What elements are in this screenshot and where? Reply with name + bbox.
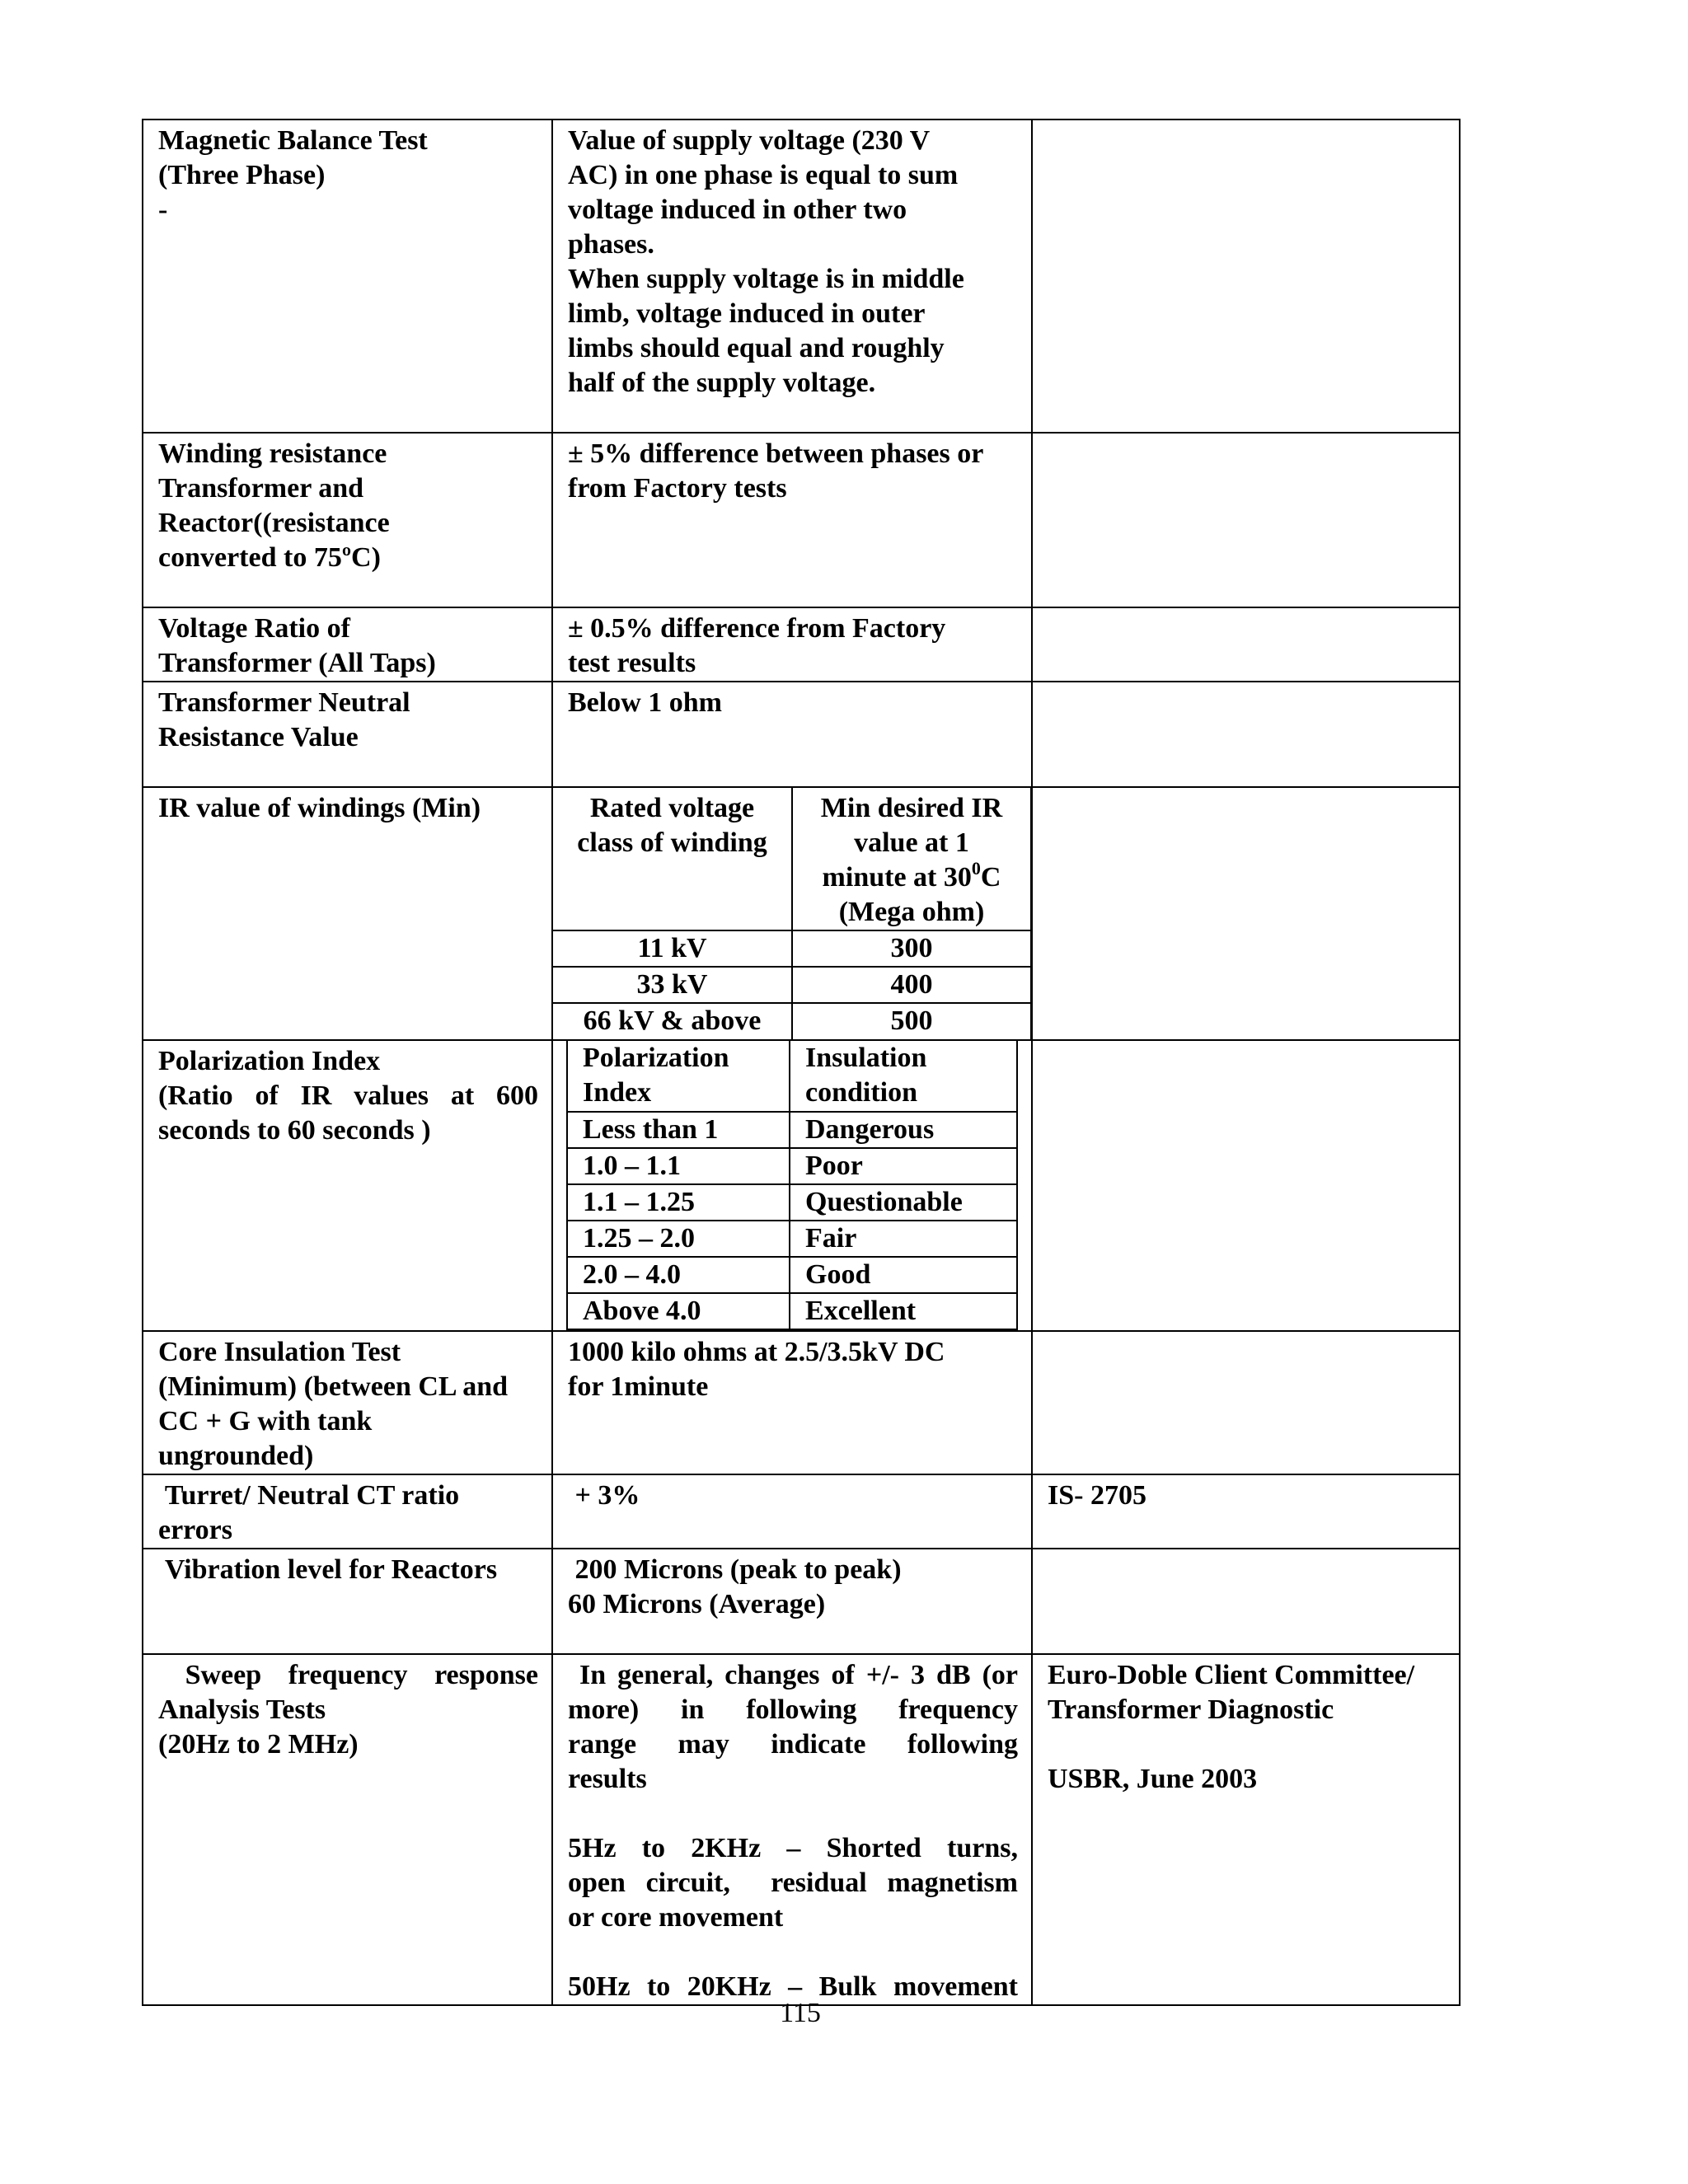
- test-name-line: Winding resistance: [158, 438, 387, 469]
- row-vibration: [143, 1549, 1460, 1654]
- page-number: 115: [780, 1998, 821, 2028]
- reference-line: IS- 2705: [1048, 1480, 1146, 1511]
- row-turret-ct: [143, 1474, 1460, 1549]
- criteria-line: Value of supply voltage (230 V: [568, 125, 931, 156]
- header-line: value at 1: [854, 827, 969, 858]
- test-name-line: Analysis Tests: [158, 1694, 326, 1725]
- reference-cell: [1032, 120, 1460, 433]
- criteria-line: range may indicate following: [568, 1729, 1018, 1760]
- ir-header-row: [553, 788, 1031, 930]
- header-line: Min desired IR: [820, 793, 1003, 823]
- pi-data-row: [567, 1293, 1017, 1329]
- test-name-line: converted to 75ºC): [158, 542, 381, 573]
- ir-min-value: 500: [792, 1003, 1031, 1039]
- ir-value-table: [553, 788, 1032, 1039]
- header-line: Rated voltage: [589, 793, 755, 823]
- test-name-line: (20Hz to 2 MHz): [158, 1729, 359, 1760]
- criteria-spacer: [568, 1935, 1018, 1970]
- polarization-index-table: [566, 1041, 1018, 1330]
- test-name-line: Vibration level for Reactors: [158, 1554, 498, 1585]
- test-criteria-table: [142, 119, 1461, 2006]
- pi-data-row: [567, 1112, 1017, 1148]
- header-text: minute at 30: [822, 862, 972, 893]
- row-magnetic-balance: [143, 120, 1460, 433]
- pi-index: 1.25 – 2.0: [567, 1221, 790, 1257]
- reference-cell: [1032, 1549, 1460, 1654]
- test-name-line: IR value of windings (Min): [158, 793, 481, 823]
- row-ir-value: [143, 787, 1460, 1040]
- test-name-line: errors: [158, 1515, 232, 1545]
- test-name-cell: [143, 1549, 552, 1654]
- reference-spacer: [1048, 1727, 1446, 1762]
- criteria-cell: [552, 1654, 1032, 2005]
- header-line: [793, 857, 1030, 895]
- ir-voltage: 33 kV: [553, 967, 792, 1003]
- criteria-line: ± 5% difference between phases or: [568, 438, 984, 469]
- criteria-line: voltage induced in other two: [568, 194, 907, 225]
- pi-index: 2.0 – 4.0: [567, 1257, 790, 1293]
- test-name-line: Core Insulation Test: [158, 1337, 401, 1367]
- pi-header-condition: [790, 1041, 1017, 1112]
- reference-cell: [1032, 1474, 1460, 1549]
- pi-condition: Questionable: [790, 1184, 1017, 1221]
- pi-condition: Excellent: [790, 1293, 1017, 1329]
- test-name-line: Reactor((resistance: [158, 508, 390, 538]
- pi-condition: Poor: [790, 1148, 1017, 1184]
- criteria-line: open circuit, residual magnetism: [568, 1868, 1018, 1898]
- criteria-line: for 1minute: [568, 1371, 709, 1402]
- criteria-line: 60 Microns (Average): [568, 1589, 826, 1619]
- criteria-line: Below 1 ohm: [568, 687, 722, 718]
- pi-condition: Good: [790, 1257, 1017, 1293]
- pi-data-row: [567, 1184, 1017, 1221]
- criteria-cell: [552, 787, 1032, 1040]
- row-neutral-resistance: [143, 682, 1460, 787]
- test-name-line: Polarization Index: [158, 1046, 381, 1076]
- reference-cell: [1032, 787, 1460, 1040]
- criteria-line: half of the supply voltage.: [568, 368, 876, 398]
- row-winding-resistance: [143, 433, 1460, 607]
- test-name-line: Resistance Value: [158, 722, 359, 752]
- test-name-line: (Ratio of IR values at 600: [158, 1080, 538, 1111]
- test-name-cell: [143, 607, 552, 682]
- reference-cell: [1032, 1331, 1460, 1474]
- ir-header-voltage: [553, 788, 792, 930]
- criteria-line: phases.: [568, 229, 654, 260]
- criteria-line: 1000 kilo ohms at 2.5/3.5kV DC: [568, 1337, 945, 1367]
- test-name-line: Turret/ Neutral CT ratio: [158, 1480, 460, 1511]
- criteria-line: ± 0.5% difference from Factory: [568, 613, 946, 644]
- test-name-dash: -: [158, 194, 168, 225]
- test-name-line: CC + G with tank: [158, 1406, 373, 1436]
- test-name-line: (Three Phase): [158, 160, 326, 190]
- criteria-cell: [552, 607, 1032, 682]
- criteria-cell: [552, 120, 1032, 433]
- row-core-insulation: [143, 1331, 1460, 1474]
- reference-line: USBR, June 2003: [1048, 1764, 1258, 1794]
- test-name-line: Sweep frequency response: [158, 1660, 539, 1690]
- reference-cell: [1032, 607, 1460, 682]
- criteria-line: AC) in one phase is equal to sum: [568, 160, 959, 190]
- ir-data-row: [553, 1003, 1031, 1039]
- test-name-cell: [143, 433, 552, 607]
- test-name-cell: [143, 682, 552, 787]
- pi-header-index: [567, 1041, 790, 1112]
- pi-index: Above 4.0: [567, 1293, 790, 1329]
- reference-cell: [1032, 1654, 1460, 2005]
- pi-data-row: [567, 1221, 1017, 1257]
- pi-index: 1.1 – 1.25: [567, 1184, 790, 1221]
- test-name-cell: [143, 1040, 552, 1331]
- criteria-cell: [552, 1040, 1032, 1331]
- header-line: Polarization: [583, 1043, 729, 1073]
- pi-condition: Dangerous: [790, 1112, 1017, 1148]
- criteria-line: from Factory tests: [568, 473, 787, 504]
- pi-data-row: [567, 1148, 1017, 1184]
- criteria-cell: [552, 682, 1032, 787]
- criteria-cell: [552, 1549, 1032, 1654]
- criteria-line: + 3%: [568, 1480, 640, 1511]
- criteria-cell: [552, 1474, 1032, 1549]
- test-name-line: Transformer and: [158, 473, 364, 504]
- header-line: Insulation: [805, 1043, 927, 1073]
- ir-data-row: [553, 967, 1031, 1003]
- criteria-line: test results: [568, 648, 696, 678]
- pi-header-row: [567, 1041, 1017, 1112]
- row-voltage-ratio: [143, 607, 1460, 682]
- criteria-line: 50Hz to 20KHz – Bulk movement: [568, 1971, 1018, 2002]
- test-name-cell: [143, 1474, 552, 1549]
- superscript: 0: [971, 857, 981, 879]
- pi-condition: Fair: [790, 1221, 1017, 1257]
- reference-cell: [1032, 1040, 1460, 1331]
- header-line: class of winding: [577, 827, 767, 858]
- test-name-line: (Minimum) (between CL and: [158, 1371, 509, 1402]
- test-name-cell: [143, 1654, 552, 2005]
- reference-line: Transformer Diagnostic: [1048, 1694, 1334, 1725]
- test-name-line: ungrounded): [158, 1441, 314, 1471]
- criteria-line: results: [568, 1764, 647, 1794]
- reference-cell: [1032, 433, 1460, 607]
- criteria-cell: [552, 433, 1032, 607]
- ir-voltage: 11 kV: [553, 930, 792, 967]
- header-line: (Mega ohm): [838, 897, 985, 927]
- test-name-line: Transformer Neutral: [158, 687, 410, 718]
- test-name-line: Transformer (All Taps): [158, 648, 436, 678]
- test-name-line: Magnetic Balance Test: [158, 125, 428, 156]
- pi-data-row: [567, 1257, 1017, 1293]
- ir-min-value: 300: [792, 930, 1031, 967]
- header-text: C: [980, 862, 1001, 893]
- criteria-spacer: [568, 1797, 1018, 1831]
- ir-min-value: 400: [792, 967, 1031, 1003]
- test-name-cell: [143, 120, 552, 433]
- criteria-line: limbs should equal and roughly: [568, 333, 945, 363]
- criteria-line: 200 Microns (peak to peak): [568, 1554, 902, 1585]
- criteria-line: limb, voltage induced in outer: [568, 298, 926, 329]
- test-name-cell: [143, 787, 552, 1040]
- pi-index: 1.0 – 1.1: [567, 1148, 790, 1184]
- reference-cell: [1032, 682, 1460, 787]
- ir-data-row: [553, 930, 1031, 967]
- criteria-line: In general, changes of +/- 3 dB (or: [568, 1660, 1019, 1690]
- criteria-line: or core movement: [568, 1902, 784, 1933]
- criteria-line: more) in following frequency: [568, 1694, 1018, 1725]
- ir-voltage: 66 kV & above: [553, 1003, 792, 1039]
- test-name-line: seconds to 60 seconds ): [158, 1115, 431, 1146]
- criteria-line: When supply voltage is in middle: [568, 264, 964, 294]
- test-name-cell: [143, 1331, 552, 1474]
- header-line: condition: [805, 1077, 918, 1108]
- pi-index: Less than 1: [567, 1112, 790, 1148]
- ir-header-min-value: [792, 788, 1031, 930]
- header-line: Index: [583, 1077, 652, 1108]
- row-polarization-index: [143, 1040, 1460, 1331]
- criteria-cell: [552, 1331, 1032, 1474]
- row-sweep-frequency: [143, 1654, 1460, 2005]
- criteria-line: 5Hz to 2KHz – Shorted turns,: [568, 1833, 1018, 1863]
- test-name-line: Voltage Ratio of: [158, 613, 350, 644]
- reference-line: Euro-Doble Client Committee/: [1048, 1660, 1415, 1690]
